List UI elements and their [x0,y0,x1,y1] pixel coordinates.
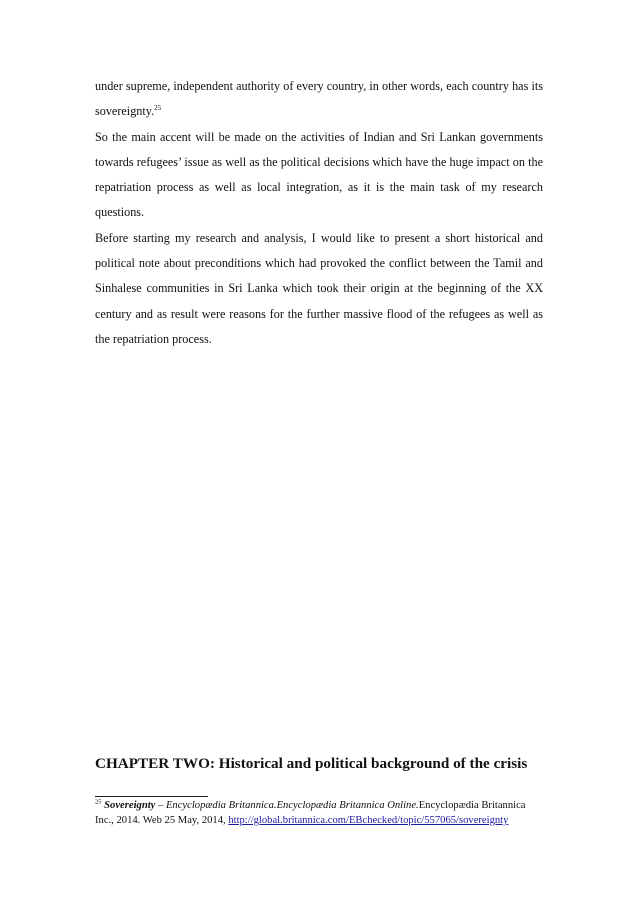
footnote-source: Encyclopædia Britannica.Encyclopædia Britannica Online. [165,800,419,811]
paragraph-1 [95,74,543,125]
paragraph-1-text: under supreme, independent authority of every country, in other words, each country has its sovereignty. [95,79,543,119]
footnote-reference[interactable]: 25 [154,104,162,113]
chapter-heading: CHAPTER TWO: Historical and political background of the crisis [95,755,528,772]
footnote-divider [95,796,208,797]
paragraph-3: Before starting my research and analysis, I would like to present a short historical and political note about preconditions which had provoked the conflict between the Tamil and Sinhalese communities in Sri Lanka which took their origin at the beginning of the XX century and as result were reasons for the further massive flood of the refugees as well as the repatriation process. [95,230,543,346]
body-text [95,74,543,352]
footnote [95,799,543,828]
footnote-publisher: Encyclopædia Britannica Inc., 2014. Web 25 May, 2014, [95,800,526,826]
footnote-number: 25 [95,798,102,806]
footnote-link[interactable]: http://global.britannica.com/EBchecked/topic/557065/sovereignty [228,814,509,826]
paragraph-2: So the main accent will be made on the activities of Indian and Sri Lankan governments towards refugees’ issue as well as the political decisions which have the huge impact on the repatriation process as well as local integration, as it is the main task of my research questions. [95,129,543,220]
footnote-dash: – [155,800,166,811]
footnote-term: Sovereignty [104,800,156,811]
